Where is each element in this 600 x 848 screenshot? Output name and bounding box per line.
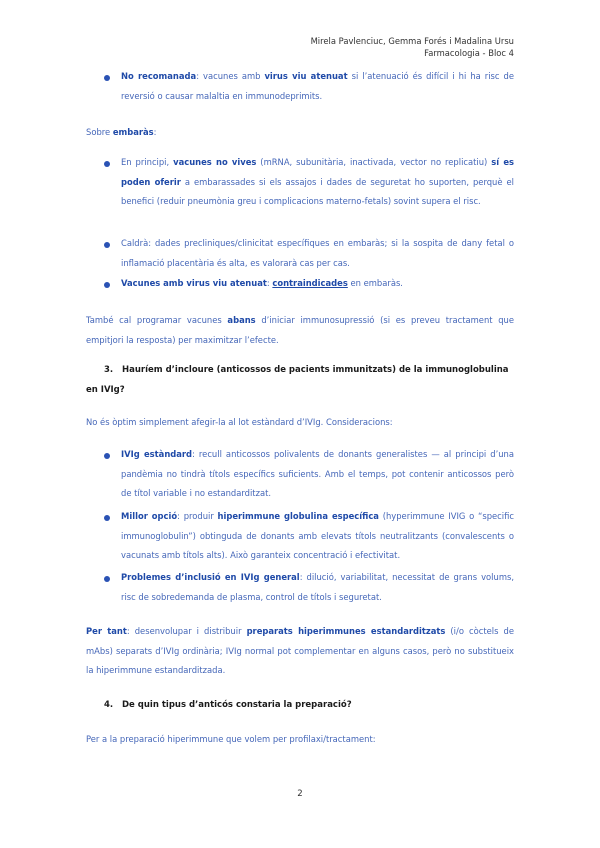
header-authors: Mirela Pavlenciuc, Gemma Forés i Madalina Ursu	[310, 36, 514, 46]
question-4-heading: 4. De quin tipus d’anticós constaria la preparació?	[104, 700, 352, 710]
question-3-heading: 3. Hauríem d’incloure (anticossos de pacients immunitzats) de la immunoglobulina en IVIg?	[86, 365, 509, 395]
bullet-dot	[104, 282, 110, 288]
label-not-recommended: No recomanada	[121, 71, 197, 81]
bullet-dot	[104, 161, 110, 167]
list-item-best-option: Millor opció: produir hiperimmune globulina específica (hyperimmune IVIG o “specific immunoglobulin”) obtinguda de donants amb elevats títols neutralitzants (convalescents o vacunats amb títols alts). Això garanteix concentració i efectivitat.	[121, 511, 514, 561]
bullet-dot	[104, 242, 110, 248]
question-3-intro: No és òptim simplement afegir-la al lot estàndard d’IVIg. Consideracions:	[86, 417, 393, 427]
list-item-standard-ivig: IVIg estàndard: recull anticossos polivalents de donants generalistes — al principi d’una pandèmia no tindrà títols específics suficients. Amb el temps, pot contenir anticossos però de títol variable i no estandarditzat.	[121, 449, 514, 499]
header	[311, 36, 514, 59]
list-item-non-live-vaccines: En principi, vacunes no vives (mRNA, subunitària, inactivada, vector no replicatiu) sí es poden oferir a embarassades si els assajos i dades de seguretat ho suporten, perquè el benefici (reduir pneumònia greu i complicacions materno-fetals) sovint supera el risc.	[121, 157, 514, 207]
pregnancy-intro: Sobre embaràs:	[86, 127, 157, 137]
list-item-preclinical-data: Caldrà: dades precliniques/clinicitat específiques en embaràs; si la sospita de dany fetal o inflamació placentària és alta, es valorarà cas per cas.	[121, 238, 514, 268]
bullet-dot	[104, 453, 110, 459]
question-4-intro: Per a la preparació hiperimmune que volem per profilaxi/tractament:	[86, 734, 376, 744]
paragraph-schedule-vaccines: També cal programar vacunes abans d’iniciar immunosupressió (si es preveu tractament que empitjori la resposta) per maximitzar l’efecte.	[86, 315, 514, 345]
list-item-inclusion-problems: Problemes d’inclusió en IVIg general: dilució, variabilitat, necessitat de grans volums, risc de sobredemanda de plasma, control de títols i seguretat.	[121, 572, 514, 602]
list-item-not-recommended: No recomanada: vacunes amb virus viu atenuat si l’atenuació és difícil i hi ha risc de reversió o causar malaltia en immunodeprimits.	[121, 71, 514, 101]
question-3-conclusion: Per tant: desenvolupar i distribuir preparats hiperimmunes estandarditzats (i/o còctels de mAbs) separats d’IVIg ordinària; IVIg normal pot complementar en alguns casos, però no substitueix la hiperimmune estandarditzada.	[86, 626, 514, 676]
list-item-live-vaccines: Vacunes amb virus viu atenuat: contraindicades en embaràs.	[121, 278, 403, 288]
header-course: Farmacologia - Bloc 4	[424, 47, 514, 58]
bullet-dot	[104, 515, 110, 521]
bullet-dot	[104, 75, 110, 81]
page-number: 2	[297, 789, 303, 799]
bullet-dot	[104, 576, 110, 582]
